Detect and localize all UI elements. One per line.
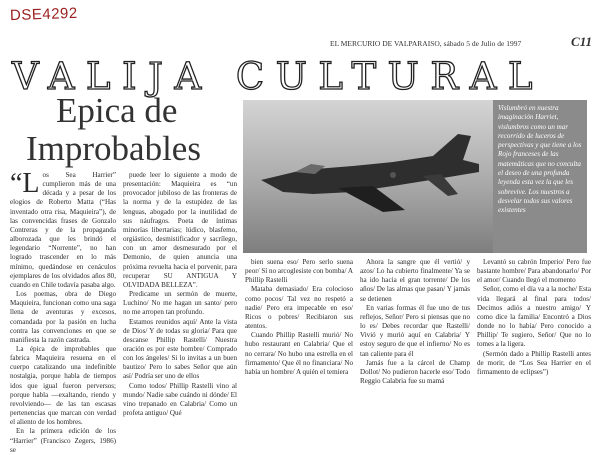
article-column-3 (245, 258, 353, 407)
article-title-line1: Epica de (56, 91, 178, 130)
col3-paragraph-2: Mataba demasiado/ Era colocioso como pocos/ Tal vez no respetó a nadie/ Pero era impecable en eso/ Ricos o pobres/ Recibiaron sus atentos. (245, 285, 353, 331)
col1-paragraph-1: os Sea Harrier” cumplieron más de una década y a pesar de los elogios de Roberto Matta (“Has inventado otra risa, Maquieira”), de las convencidas frases de Gonzalo Contreras y de la propaganda alborozada que les brindó el legendario “Norrente”, no han logrado trascender en lo más mínimo, quedándose en cenáculos ejemplares de los olvidados años 80, cuando en Chile todavía pasaba algo. (10, 171, 116, 289)
photo-caption: Vislumbró en nuestra imaginación Harriet, vislumbros como un mar recorrido de luceros de perspectivas y que tiene a los Rojo franceses de las matemáticas que no conculta el deseo de una profunda leyenda esta vez la que les sobrevive. Los nuestros a desvelar todos sus valores existentes (493, 100, 587, 253)
col1-paragraph-3: La épica de improbables que fabrica Maquieira resuena en el cuerpo catalizando una indefinible nostalgia, porque habla de tiempos idos que igual fueron perversos; porque habla —exaltando, riendo y revolviendo— de las tan escasas pertenencias que marcan con verdad el aliento de los hombres. (10, 344, 116, 427)
newspaper-masthead (330, 34, 592, 53)
article-column-5 (477, 258, 591, 407)
col5-paragraph-2: Señor, como el día va a la noche/ Esta vida llegará al final para todos/ Decimos adiós a nuestro amigo/ Y como dice la familia/ Encontró a Dios donde no lo había/ Pero conocido a Phillip/ Te sugiero, Señor/ Que no lo tomes a la ligera. (477, 285, 591, 349)
article-column-1 (10, 168, 116, 454)
article-column-4 (360, 258, 470, 407)
col5-paragraph-3: (Sermón dado a Phillip Rastelli antes de morir, de “Los Sea Harrier en el firmamento de eclipses”) (477, 349, 591, 376)
col1-paragraph-2: Los poemas, obra de Diego Maquieira, funcionan como una saga llena de aventuras y excesos, comandada por la pasión en lucha contra las convenciones en que se manifiesta la razón castrada. (10, 290, 116, 344)
article-column-2 (123, 171, 237, 418)
article-title-line2: Improbables (26, 129, 201, 168)
handwritten-archive-code: DSE4292 (9, 4, 78, 25)
drop-cap: “L (10, 168, 40, 199)
col4-paragraph-3: Jamás fue a la cárcel de Champ Dollot/ No pudieron hacerle eso/ Todo Reggio Calabria fue su mamá (360, 358, 470, 386)
col2-paragraph-3: Estamos reunidos aquí/ Ante la vista de Dios/ Y de todas su gloria/ Para que descanse Phillip Rastelli/ Nuestra oración es por este hombre/ Comprado con los ángeles/ Si lo invitas a un buen bautizo/ Pero lo sabes Señor que aún así/ Podría ser uno de ellos (123, 317, 237, 381)
col2-paragraph-2: Predicame un sermón de muerte, Luchino/ No me hagan un santo/ pero no me arropen tan profundo. (123, 290, 237, 317)
col2-paragraph-1: puede leer lo siguiente a modo de presentación: Maquieira es “un provocador jubiloso de las fronteras de la norma y de la estupidez de las lenguas, abogado por la inutilidad de sus náufragos. Poeta de íntimas minorías libertarias; lúdico, blasfemo, orgiástico, desmistificador y sacrílego, con un amor desmesurado por el Demonio, de quien anuncia una próxima revuelta hacia el porvenir, para recuperar SU ANTIGUA Y OLVIDADA BELLEZA”. (123, 171, 237, 289)
col3-paragraph-3: Cuando Phillip Rastelli murió/ No hubo restaurant en Calabria/ Que el no cerrara/ No hubo una estrella en el firmamento/ Que él no financiara/ No había un hombre/ A quién el temiera (245, 331, 353, 376)
col4-paragraph-2: En varias formas él fue uno de tus reflejos, Señor/ Pero si piensas que no lo es/ Debes recordar que Rastelli/ Vivió y murió aquí en Calabria/ Y estoy seguro de que el infierno/ No es tan caliente para él (360, 303, 470, 358)
masthead-text: EL MERCURIO DE VALPARAISO, sábado 5 de Julio de 1997 (330, 39, 522, 48)
col2-paragraph-4: Como todos/ Phillip Rastelli vino al mundo/ Nadie sabe cuándo ni dónde/ El vino trepanado en Calabria/ Como un profeta antiguo/ Qué (123, 381, 237, 418)
page-number: C11 (571, 34, 592, 49)
col3-paragraph-1: bien suena eso/ Pero serlo suena peor/ Sí no arcoglesiste con bomba/ A Phillip Rastelli (245, 258, 353, 285)
col5-paragraph-1: Levantó su cabrón Imperio/ Pero fue bastante hombre/ Para abandonarlo/ Por el amor/ Cuando llegó el momento (477, 258, 591, 285)
sea-harrier-jet-illustration (243, 100, 493, 253)
col4-paragraph-1: Ahora la sangre que él vertió/ y azos/ Lo ha cubierto finalmente/ Ya se ha ido hacia el gran torrente/ De los años/ De las almas que pasan/ Y jamás se detienen (360, 258, 470, 303)
col1-paragraph-4: En la primera edición de los “Harrier” (Francisco Zegers, 1986) se (10, 427, 116, 454)
section-title: VALIJA CULTURAL (12, 55, 544, 98)
harrier-jet-photo (243, 100, 587, 253)
